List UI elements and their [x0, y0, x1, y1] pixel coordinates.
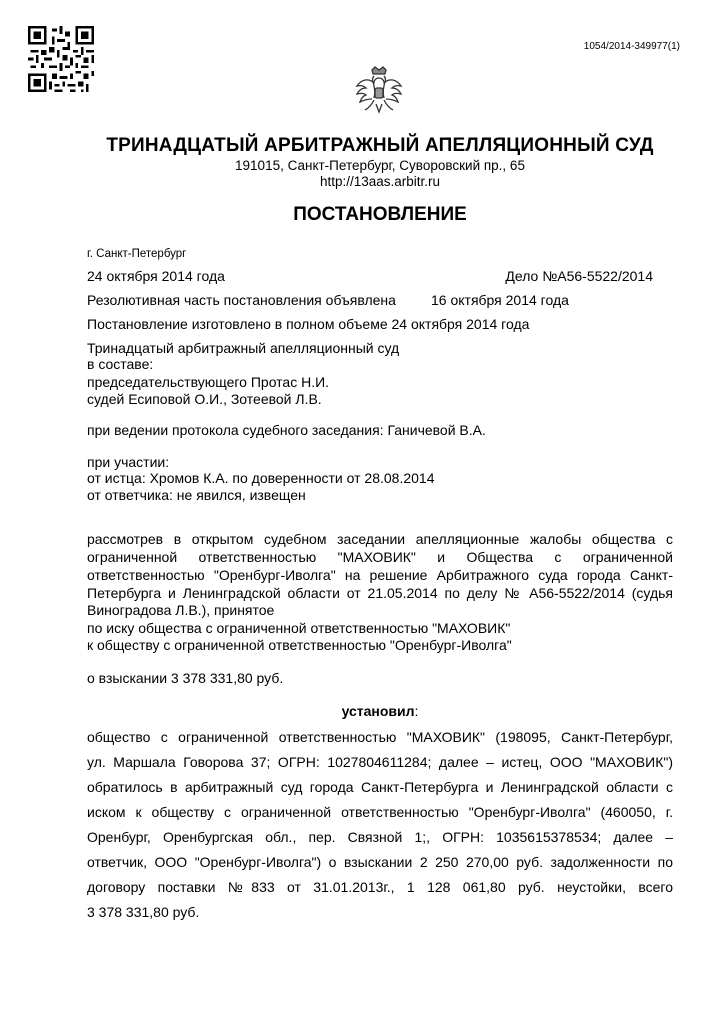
court-composition-line: Тринадцатый арбитражный апелляционный суд	[87, 340, 400, 356]
document-title: ПОСТАНОВЛЕНИЕ	[293, 204, 467, 225]
established-paragraph-line: 3 378 331,80 руб.	[87, 904, 200, 920]
court-website-link[interactable]: http://13aas.arbitr.ru	[319, 174, 441, 189]
plaintiff-representative: от истца: Хромов К.А. по доверенности от 28.08.2014	[87, 470, 435, 486]
presiding-judge: председательствующего Протас Н.И.	[87, 374, 330, 390]
court-name-heading: ТРИНАДЦАТЫЙ АРБИТРАЖНЫЙ АПЕЛЛЯЦИОННЫЙ СУД	[106, 135, 654, 156]
protocol-secretary: при ведении протокола судебного заседания: Ганичевой В.А.	[87, 422, 486, 438]
consideration-line: рассмотрев в открытом судебном заседании апелляционные жалобы общества с	[87, 531, 673, 547]
established-paragraph-line: иском к обществу с ограниченной ответственностью "Оренбург-Иволга" (460050, г.	[87, 804, 673, 820]
established-paragraph-line: ответчик, ООО "Оренбург-Иволга") о взыскании 2 250 270,00 руб. задолженности по	[87, 854, 673, 870]
established-paragraph-line: договору поставки №833 от 31.01.2013г., 1 128 061,80 руб. неустойки, всего	[87, 879, 673, 895]
established-heading-colon: :	[414, 703, 419, 719]
established-heading	[60, 703, 700, 719]
consideration-line: Виноградова Л.В.), принятое	[87, 602, 275, 618]
consideration-line: по иску общества с ограниченной ответственностью "МАХОВИК"	[87, 620, 511, 636]
judges: судей Есиповой О.И., Зотеевой Л.В.	[87, 391, 322, 407]
consideration-line: Петербурга и Ленинградской области от 21.05.2014 по делу № А56-5522/2014 (судья	[87, 585, 673, 601]
consideration-line: к обществу с ограниченной ответственностью "Оренбург-Иволга"	[87, 637, 512, 653]
document-registration-number: 1054/2014-349977(1)	[583, 41, 680, 52]
established-paragraph-line: Оренбург, Оренбургская обл., пер. Связной 1;, ОГРН: 1035615378534; далее –	[87, 829, 673, 845]
established-heading-word: установил	[341, 703, 415, 719]
established-paragraph-line: общество с ограниченной ответственностью "МАХОВИК" (198095, Санкт-Петербург,	[87, 729, 673, 745]
court-composition-line: в составе:	[87, 356, 154, 372]
operative-part-label: Резолютивная часть постановления объявлена	[87, 292, 396, 308]
coat-of-arms-emblem	[354, 64, 404, 120]
consideration-line: ограниченной ответственностью "МАХОВИК" и Общества с ограниченной	[87, 549, 673, 565]
recovery-amount: о взыскании 3 378 331,80 руб.	[87, 670, 284, 686]
defendant-representative: от ответчика: не явился, извещен	[87, 487, 306, 503]
consideration-line: ответственностью "Оренбург-Иволга" на решение Арбитражного суда города Санкт-	[87, 567, 673, 583]
decision-date: 24 октября 2014 года	[87, 268, 225, 284]
qr-code	[28, 26, 94, 92]
established-paragraph-line: обратилось в арбитражный суд города Санкт-Петербурга и Ленинградской области с	[87, 779, 673, 795]
full-text-date: Постановление изготовлено в полном объеме 24 октября 2014 года	[87, 316, 530, 332]
participation-label: при участии:	[87, 454, 170, 470]
court-address: 191015, Санкт-Петербург, Суворовский пр., 65	[235, 158, 525, 173]
established-paragraph-line: ул. Маршала Говорова 37; ОГРН: 1027804611284; далее – истец, ООО "МАХОВИК")	[87, 754, 673, 770]
city-label: г. Санкт-Петербург	[87, 248, 187, 260]
case-number: Дело №А56-5522/2014	[505, 268, 653, 284]
operative-part-date: 16 октября 2014 года	[431, 292, 569, 308]
